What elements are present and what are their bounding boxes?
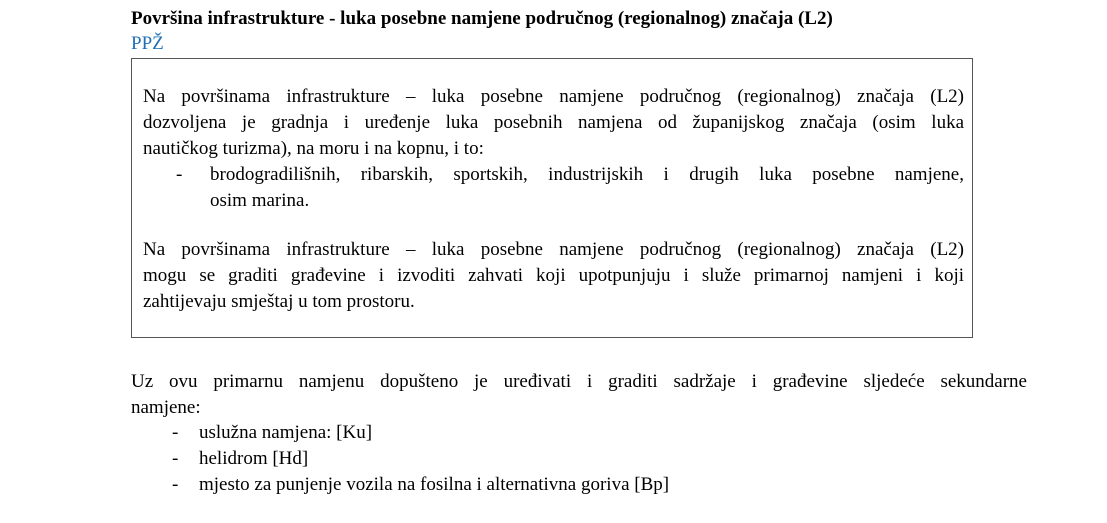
- provision-box: [131, 58, 973, 338]
- list-dash: -: [172, 422, 179, 443]
- bullet-text: [210, 162, 964, 214]
- bullet-dash: -: [176, 164, 183, 185]
- paragraph-line: mogu se graditi građevine i izvoditi zahvati koji upotpunjuju i služe primarnoj namjeni i koji: [143, 265, 964, 286]
- list-item-text: uslužna namjena: [Ku]: [199, 422, 373, 443]
- paragraph-line: nautičkog turizma), na moru i na kopnu, i to:: [143, 138, 484, 159]
- box-paragraph-1: [143, 84, 964, 162]
- section-title: Površina infrastrukture - luka posebne namjene područnog (regionalnog) značaja (L2): [131, 8, 833, 29]
- ppz-link[interactable]: PPŽ: [131, 33, 164, 54]
- list-item: [131, 420, 1027, 446]
- paragraph-line: Na površinama infrastrukture – luka posebne namjene područnog (regionalnog) značaja (L2): [143, 239, 964, 260]
- list-item-text: helidrom [Hd]: [199, 448, 309, 469]
- paragraph-line: zahtijevaju smještaj u tom prostoru.: [143, 291, 415, 312]
- intro-line: namjene:: [131, 397, 201, 418]
- list-dash: -: [172, 448, 179, 469]
- list-item: [131, 472, 1027, 498]
- paragraph-line: Na površinama infrastrukture – luka posebne namjene područnog (regionalnog) značaja (L2): [143, 86, 964, 107]
- paragraph-line: dozvoljena je gradnja i uređenje luka posebnih namjena od županijskog značaja (osim luka: [143, 112, 964, 133]
- list-dash: -: [172, 474, 179, 495]
- bullet-line: osim marina.: [210, 190, 310, 211]
- list-item-text: mjesto za punjenje vozila na fosilna i alternativna goriva [Bp]: [199, 474, 670, 495]
- bullet-line: brodogradilišnih, ribarskih, sportskih, industrijskih i drugih luka posebne namjene,: [210, 164, 964, 185]
- secondary-intro: [131, 369, 1027, 421]
- list-item: [131, 446, 1027, 472]
- secondary-use-list: [131, 420, 1027, 498]
- intro-line: Uz ovu primarnu namjenu dopušteno je uređivati i graditi sadržaje i građevine sljedeće sekundarne: [131, 371, 1027, 392]
- box-paragraph-2: [143, 237, 964, 315]
